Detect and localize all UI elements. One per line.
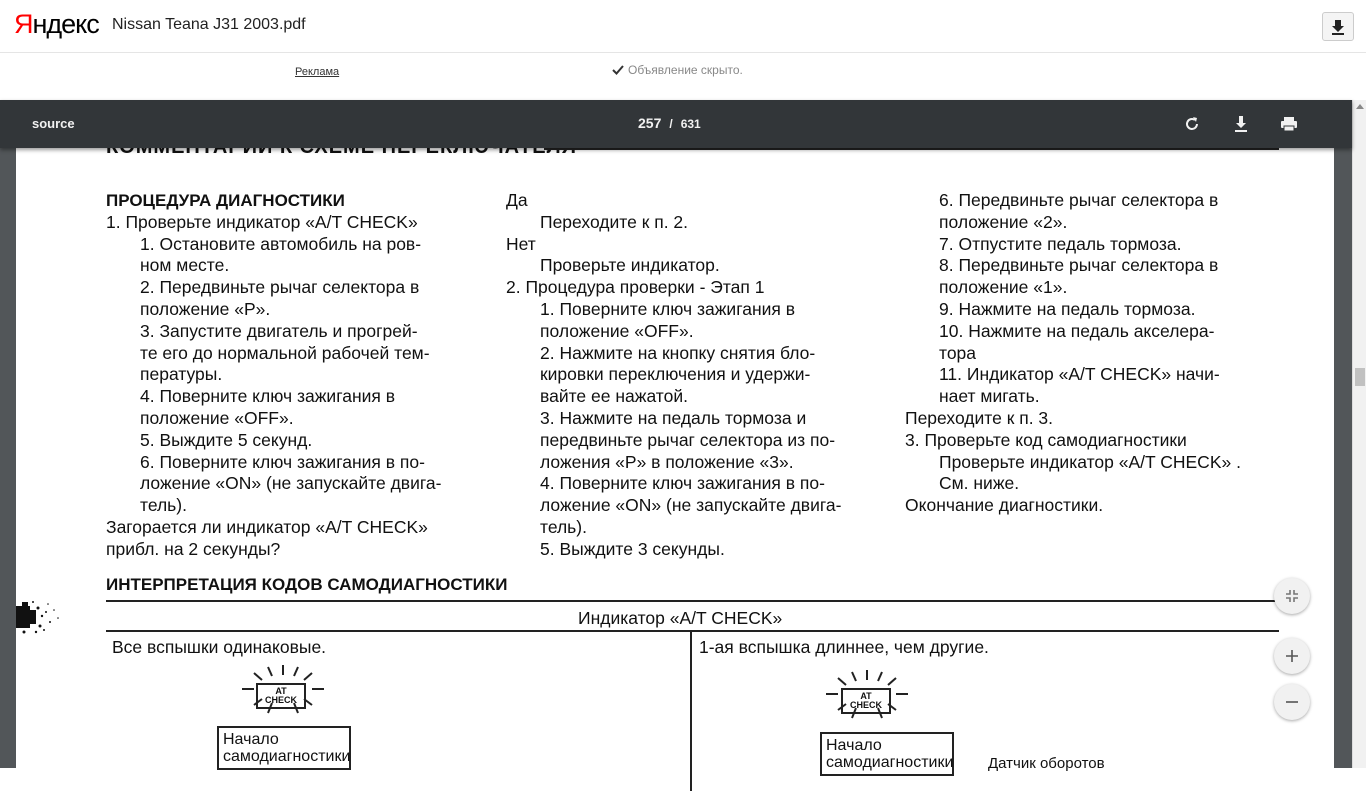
scrollbar-thumb[interactable] (1355, 368, 1365, 386)
column-2-line: кировки переключения и удержи- (540, 364, 811, 385)
column-2-line: положение «OFF». (540, 320, 694, 341)
top-bar (0, 0, 1366, 53)
column-3-line: 9. Нажмите на педаль тормоза. (939, 298, 1196, 319)
start-line-1: Начало (826, 737, 882, 754)
vertical-scrollbar[interactable] (1352, 100, 1366, 768)
column-1-line: тель). (140, 495, 187, 516)
column-1-line: 4. Поверните ключ зажигания в (140, 386, 396, 407)
divider (544, 148, 1279, 150)
column-2-line: 5. Выждите 3 секунды. (540, 538, 725, 559)
column-1-line: положение «OFF». (140, 407, 294, 428)
column-3-line: 10. Нажмите на педаль акселера- (939, 320, 1215, 341)
lamp-label-check: CHECK (849, 700, 882, 710)
column-1-line: те его до нормальной рабочей тем- (140, 342, 430, 363)
column-1-line: ПРОЦЕДУРА ДИАГНОСТИКИ (106, 191, 345, 210)
zoom-out-icon (1285, 695, 1299, 709)
column-1-line: 1. Остановите автомобиль на ров- (140, 233, 422, 254)
at-check-lamp (841, 688, 891, 714)
ad-link[interactable]: Реклама (295, 66, 340, 78)
column-1-line: прибл. на 2 секунды? (106, 538, 281, 559)
lamp-label-check: CHECK (264, 695, 297, 705)
column-2-line: ложения «P» в положение «3». (540, 451, 794, 472)
column-3-line: положение «1». (939, 277, 1068, 298)
column-2-line: Переходите к п. 2. (540, 211, 689, 232)
print-icon (1280, 115, 1298, 133)
divider (106, 630, 1279, 632)
column-3-line: См. ниже. (939, 473, 1020, 494)
cell-left: Все вспышки одинаковые. (112, 637, 327, 657)
column-2-line: 2. Нажмите на кнопку снятия бло- (540, 342, 816, 363)
column-2-line: передвиньте рычаг селектора из по- (540, 429, 836, 450)
column-2 (506, 190, 886, 561)
column-2-line: 1. Поверните ключ зажигания в (540, 298, 796, 319)
column-1-line: положение «P». (140, 298, 271, 319)
column-2-line: вайте ее нажатой. (540, 386, 688, 407)
column-2-line: Да (506, 190, 528, 210)
section-title: ИНТЕРПРЕТАЦИЯ КОДОВ САМОДИАГНОСТИКИ (106, 575, 508, 594)
sensor-label: Датчик оборотов (988, 755, 1105, 772)
total-pages: 631 (680, 117, 701, 131)
column-2-line: ложение «ON» (не запускайте двига- (540, 495, 842, 516)
fit-page-icon (1285, 589, 1299, 603)
column-3-line: тора (939, 342, 977, 363)
column-3-line: 8. Передвиньте рычаг селектора в (939, 255, 1219, 276)
start-box (820, 732, 954, 776)
column-2-line: 2. Процедура проверки - Этап 1 (506, 277, 765, 298)
column-3-line: 11. Индикатор «A/T CHECK» начи- (939, 364, 1220, 385)
column-3-line: нает мигать. (939, 386, 1040, 407)
cell-right: 1-ая вспышка длиннее, чем другие. (699, 637, 989, 657)
column-3-line: Проверьте индикатор «A/T CHECK» . (939, 451, 1241, 472)
checkmark-icon (612, 65, 624, 75)
page-indicator (638, 115, 701, 131)
pdf-viewer[interactable] (0, 148, 1352, 772)
column-3-line: 3. Проверьте код самодиагностики (905, 429, 1187, 450)
zoom-in-button[interactable] (1274, 638, 1310, 674)
column-1-line: ном месте. (140, 255, 230, 276)
column-3-line: Окончание диагностики. (905, 495, 1104, 516)
column-1-line: 2. Передвиньте рычаг селектора в (140, 277, 420, 298)
yandex-logo[interactable]: Яндекс (14, 9, 99, 39)
pdf-download-button[interactable] (1229, 112, 1253, 136)
divider (106, 600, 1279, 602)
document-title: source (32, 116, 75, 131)
column-3-line: Переходите к п. 3. (905, 407, 1054, 428)
scan-noise-icon (0, 596, 70, 646)
column-2-line: Нет (506, 233, 536, 254)
column-1 (106, 190, 486, 561)
column-1-line: 3. Запустите двигатель и прогрей- (140, 320, 418, 341)
pdf-page (16, 148, 1334, 788)
column-2-line: Проверьте индикатор. (540, 255, 720, 276)
column-1-line: Загорается ли индикатор «A/T CHECK» (106, 516, 428, 537)
ad-hidden-notice (612, 63, 743, 77)
column-1-line: 6. Поверните ключ зажигания в по- (140, 451, 425, 472)
fit-page-button[interactable] (1274, 578, 1310, 614)
ad-hidden-text: Объявление скрыто. (628, 63, 743, 77)
start-line-2: самодиагностики (223, 748, 351, 765)
column-2-line: 4. Поверните ключ зажигания в по- (540, 473, 825, 494)
start-line-1: Начало (223, 731, 279, 748)
download-icon (1330, 19, 1346, 35)
rotate-icon (1183, 115, 1201, 133)
ad-strip (0, 53, 1366, 100)
current-page-field[interactable]: 257 (638, 115, 662, 131)
indicator-title: Индикатор «A/T CHECK» (578, 608, 783, 628)
column-3-line: 7. Отпустите педаль тормоза. (939, 233, 1182, 254)
column-3 (905, 190, 1285, 517)
column-2-line: 3. Нажмите на педаль тормоза и (540, 407, 807, 428)
lamp-label-at: AT (860, 691, 872, 701)
zoom-in-icon (1285, 649, 1299, 663)
start-line-2: самодиагностики (826, 754, 954, 771)
download-button[interactable] (1322, 12, 1354, 41)
table-separator (690, 631, 692, 791)
lamp-label-at: AT (275, 686, 287, 696)
column-1-line: 1. Проверьте индикатор «A/T CHECK» (106, 211, 418, 232)
scroll-up-icon[interactable] (1356, 104, 1364, 109)
file-name: Nissan Teana J31 2003.pdf (112, 16, 306, 33)
column-3-line: положение «2». (939, 211, 1068, 232)
rotate-button[interactable] (1180, 112, 1204, 136)
print-button[interactable] (1277, 112, 1301, 136)
column-1-line: пературы. (140, 364, 223, 385)
column-3-line: 6. Передвиньте рычаг селектора в (939, 190, 1219, 210)
start-box (217, 726, 351, 770)
pdf-toolbar (0, 100, 1352, 148)
at-check-lamp (256, 683, 306, 709)
page-separator: / (669, 117, 673, 131)
download-icon (1233, 115, 1249, 133)
zoom-out-button[interactable] (1274, 684, 1310, 720)
column-1-line: 5. Выждите 5 секунд. (140, 429, 313, 450)
column-2-line: тель). (540, 516, 587, 537)
column-1-line: ложение «ON» (не запускайте двига- (140, 473, 442, 494)
